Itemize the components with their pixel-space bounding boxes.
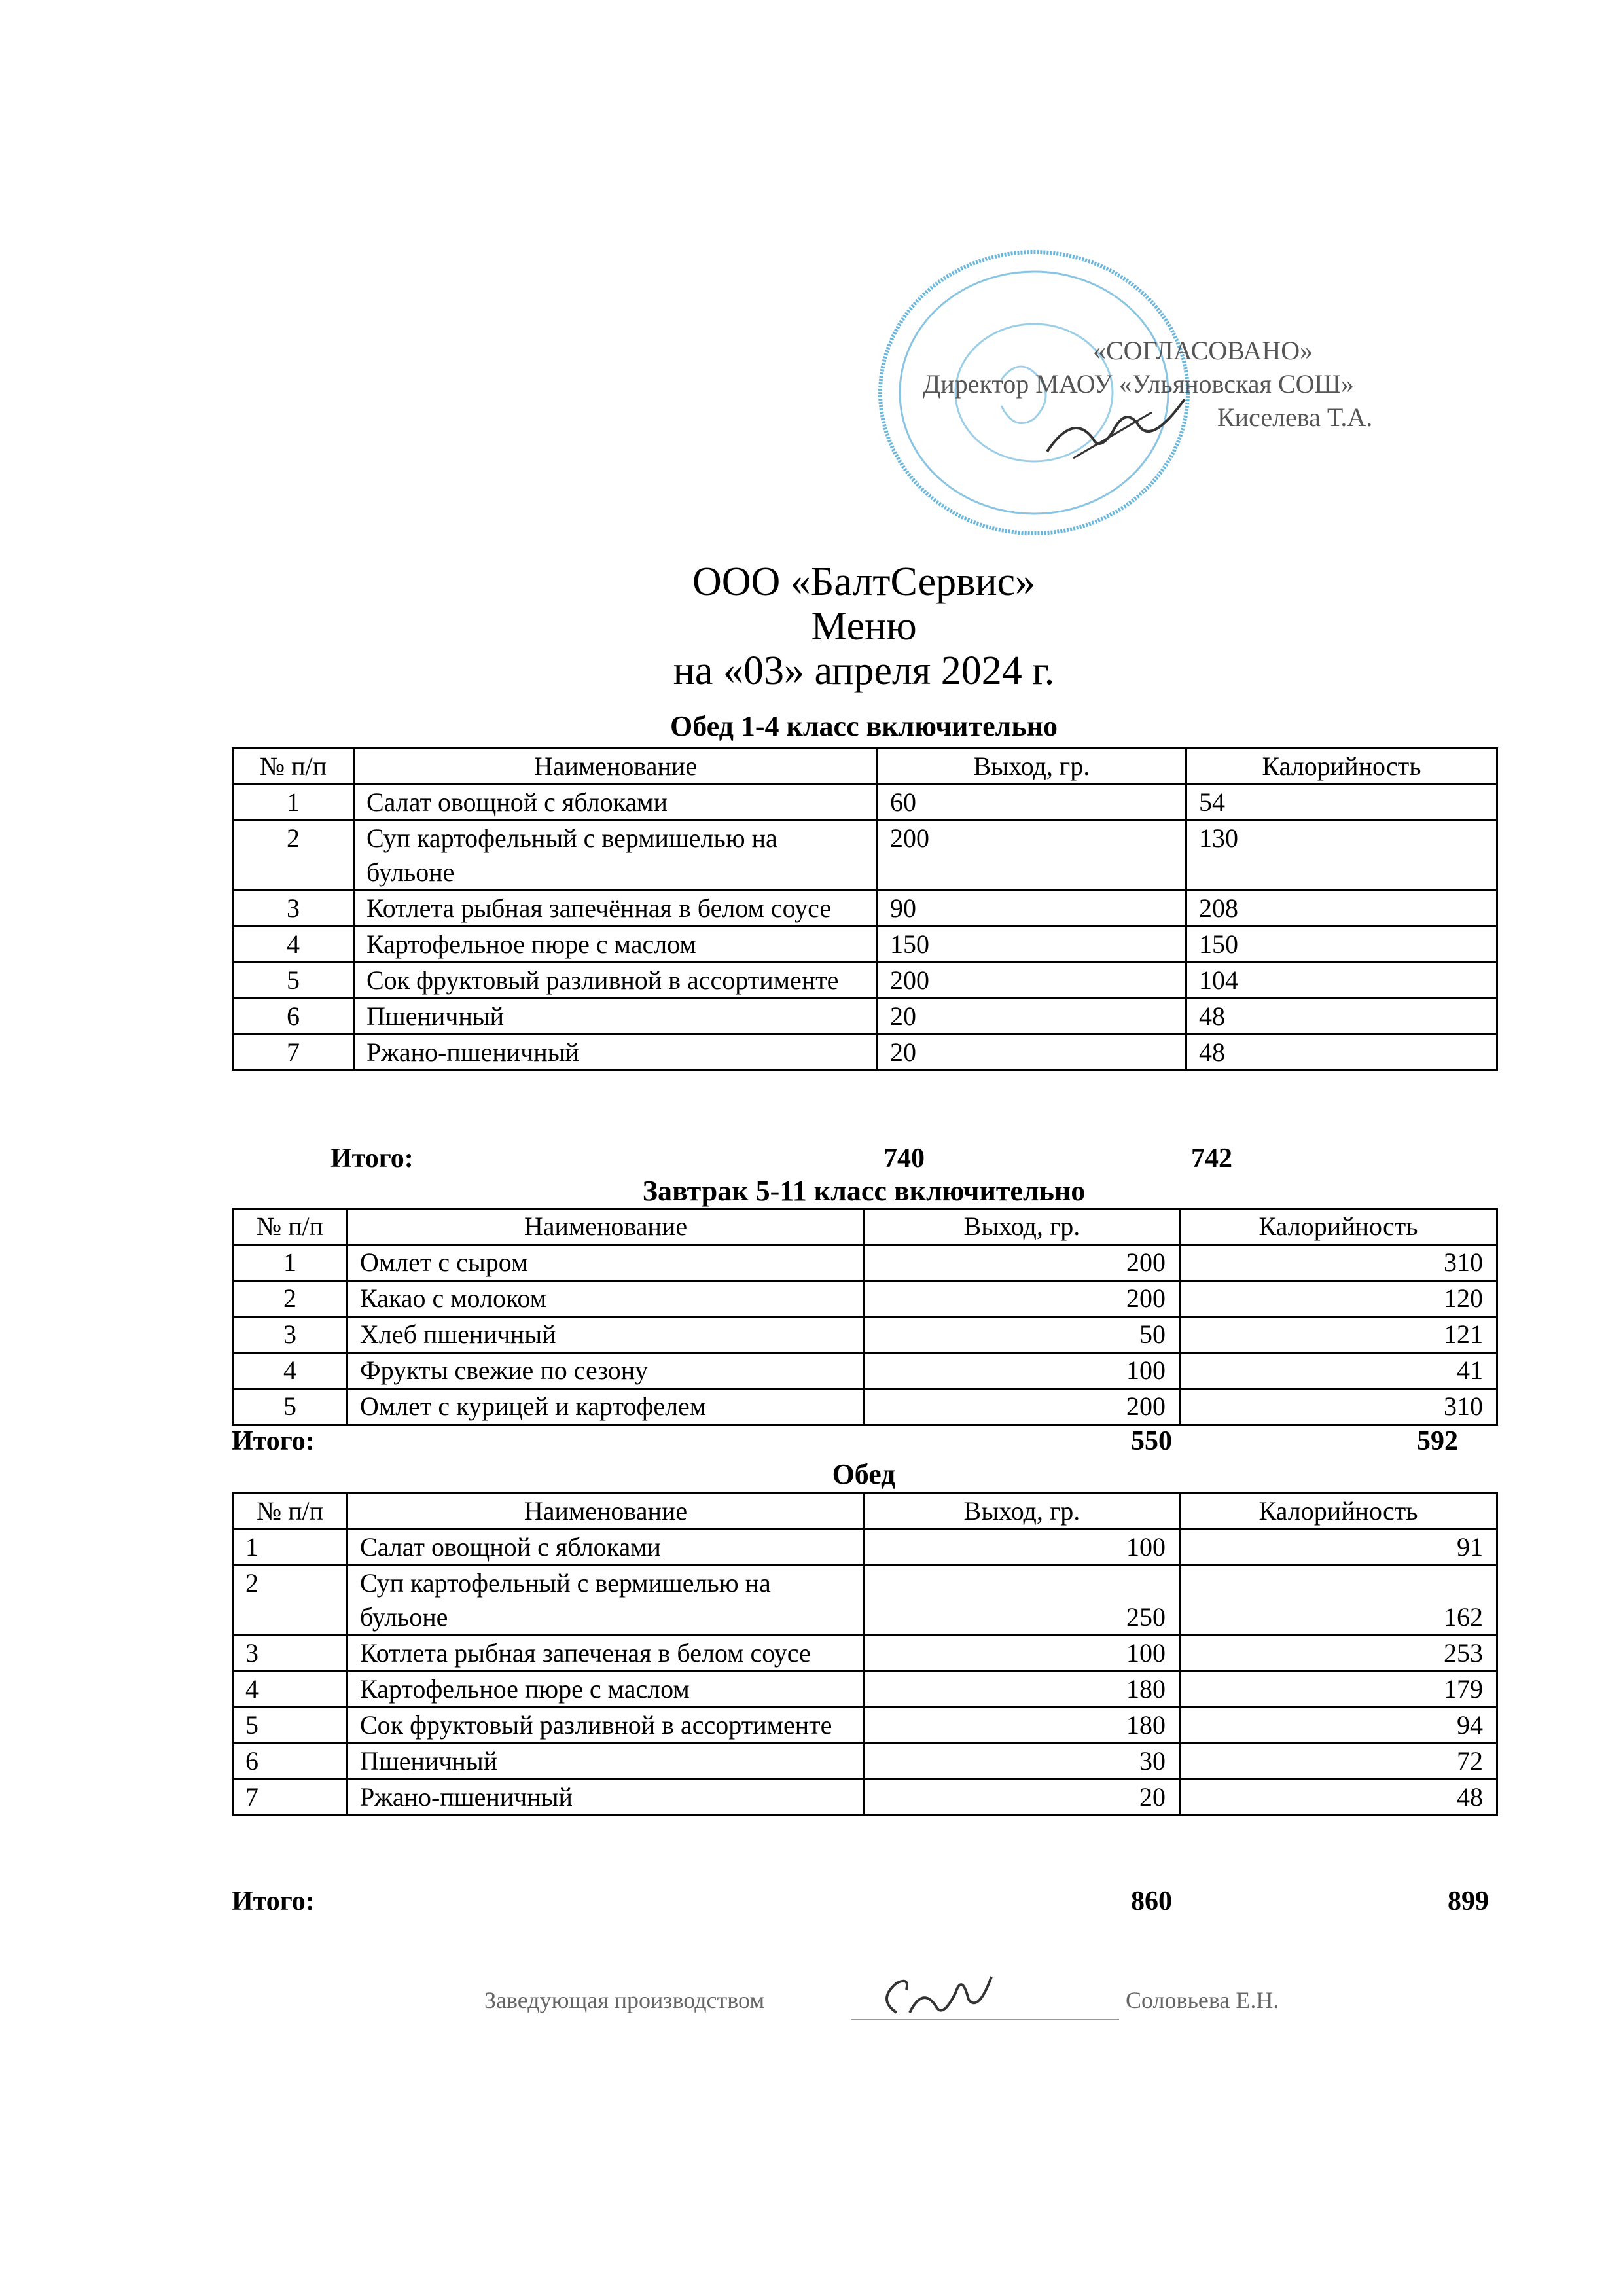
col-name: Наименование bbox=[354, 749, 878, 785]
manager-name: Соловьева Е.Н. bbox=[1126, 1987, 1279, 2013]
approval-title: «СОГЛАСОВАНО» bbox=[1093, 336, 1313, 365]
total-label: Итого: bbox=[232, 1426, 315, 1456]
col-num: № п/п bbox=[233, 1209, 348, 1245]
total-calories: 899 bbox=[1448, 1886, 1489, 1916]
production-manager-signoff bbox=[484, 1967, 1387, 2039]
org-name: ООО «БалтСервис» bbox=[692, 560, 1036, 604]
table-row: 2 Суп картофельный с вермишелью на бульоне 200 130 bbox=[233, 821, 1497, 891]
approval-block bbox=[870, 242, 1525, 543]
director-signature bbox=[1034, 393, 1198, 471]
col-yield: Выход, гр. bbox=[878, 749, 1186, 785]
table-row: 4 Картофельное пюре с маслом 150 150 bbox=[233, 927, 1497, 963]
table-row: 1 Омлет с сыром 200 310 bbox=[233, 1245, 1497, 1281]
table-row: 3 Котлета рыбная запечённая в белом соусе 90 208 bbox=[233, 891, 1497, 927]
approval-position: Директор МАОУ «Ульяновская СОШ» bbox=[923, 369, 1354, 399]
table-row: 2 Какао с молоком 200 120 bbox=[233, 1281, 1497, 1317]
total-yield: 860 bbox=[1131, 1886, 1172, 1916]
manager-signature bbox=[870, 1967, 1001, 2032]
col-num: № п/п bbox=[233, 1494, 348, 1530]
table-header-row bbox=[233, 1209, 1497, 1245]
table-header-row bbox=[233, 749, 1497, 785]
section-title: Завтрак 5-11 класс включительно bbox=[642, 1175, 1086, 1207]
total-calories: 742 bbox=[1191, 1143, 1232, 1174]
manager-position: Заведующая производством bbox=[484, 1987, 765, 2013]
col-calories: Калорийность bbox=[1186, 749, 1497, 785]
table-row: 1 Салат овощной с яблоками 60 54 bbox=[233, 785, 1497, 821]
section-title: Обед bbox=[832, 1458, 896, 1490]
table-row: 2 Суп картофельный с вермишелью на бульоне 250 162 bbox=[233, 1566, 1497, 1636]
table-row: 3 Котлета рыбная запеченая в белом соусе 100 253 bbox=[233, 1636, 1497, 1672]
table-row: 5 Сок фруктовый разливной в ассортименте 180 94 bbox=[233, 1708, 1497, 1744]
total-label: Итого: bbox=[232, 1886, 315, 1916]
col-calories: Калорийность bbox=[1180, 1209, 1497, 1245]
col-calories: Калорийность bbox=[1180, 1494, 1497, 1530]
menu-date: на «03» апреля 2024 г. bbox=[673, 649, 1055, 693]
table-row: 4 Фрукты свежие по сезону 100 41 bbox=[233, 1353, 1497, 1389]
total-label: Итого: bbox=[330, 1143, 414, 1174]
table-row: 7 Ржано-пшеничный 20 48 bbox=[233, 1035, 1497, 1071]
menu-table-breakfast-5-11 bbox=[232, 1208, 1498, 1426]
menu-table-lunch bbox=[232, 1492, 1498, 1816]
approval-name: Киселева Т.А. bbox=[1217, 403, 1373, 432]
table-row: 5 Сок фруктовый разливной в ассортименте 200 104 bbox=[233, 963, 1497, 999]
table-row: 6 Пшеничный 20 48 bbox=[233, 999, 1497, 1035]
total-calories: 592 bbox=[1417, 1426, 1458, 1456]
doc-title: Меню bbox=[811, 604, 917, 649]
menu-table-lunch-1-4 bbox=[232, 747, 1498, 1071]
table-header-row bbox=[233, 1494, 1497, 1530]
col-yield: Выход, гр. bbox=[865, 1209, 1180, 1245]
col-num: № п/п bbox=[233, 749, 354, 785]
table-row: 1 Салат овощной с яблоками 100 91 bbox=[233, 1530, 1497, 1566]
total-yield: 550 bbox=[1131, 1426, 1172, 1456]
col-name: Наименование bbox=[348, 1209, 865, 1245]
section-title: Обед 1-4 класс включительно bbox=[670, 710, 1058, 742]
col-yield: Выход, гр. bbox=[865, 1494, 1180, 1530]
col-name: Наименование bbox=[348, 1494, 865, 1530]
total-yield: 740 bbox=[883, 1143, 925, 1174]
table-row: 3 Хлеб пшеничный 50 121 bbox=[233, 1317, 1497, 1353]
table-row: 6 Пшеничный 30 72 bbox=[233, 1744, 1497, 1780]
table-row: 4 Картофельное пюре с маслом 180 179 bbox=[233, 1672, 1497, 1708]
table-row: 5 Омлет с курицей и картофелем 200 310 bbox=[233, 1389, 1497, 1425]
document-header bbox=[0, 560, 1623, 693]
table-row: 7 Ржано-пшеничный 20 48 bbox=[233, 1780, 1497, 1816]
